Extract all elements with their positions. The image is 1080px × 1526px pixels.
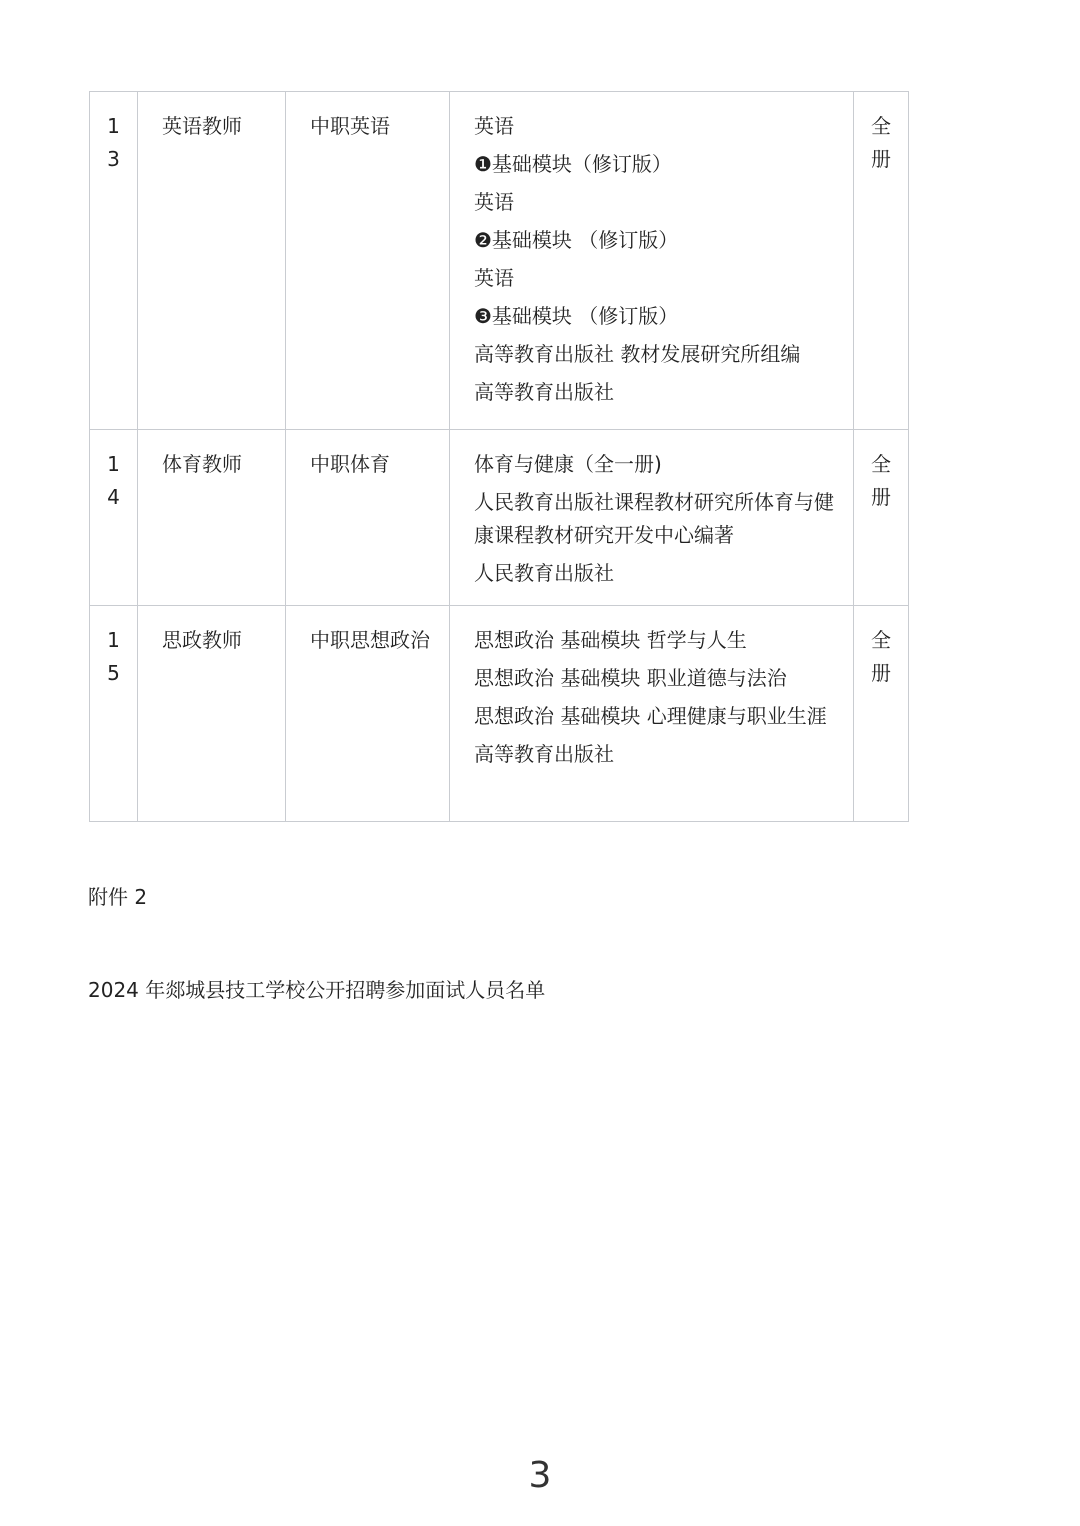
textbook-cell xyxy=(450,430,854,606)
subject-cell xyxy=(286,606,450,822)
textbook-cell xyxy=(450,92,854,430)
row-number: 14 xyxy=(107,452,120,509)
textbook-line: 体育与健康（全一册) xyxy=(474,452,662,476)
textbook-line: 人民教育出版社课程教材研究所体育与健康课程教材研究开发中心编著 xyxy=(474,490,834,547)
row-number-cell xyxy=(90,430,138,606)
textbook-line: 高等教育出版社 xyxy=(474,742,614,766)
textbook-table-container xyxy=(89,91,908,822)
textbook-line: 英语 xyxy=(474,266,514,290)
textbook-line: 思想政治 基础模块 心理健康与职业生涯 xyxy=(474,704,827,728)
volume-cell xyxy=(854,606,909,822)
subject-name: 中职体育 xyxy=(310,452,390,476)
attachment-label: 附件 2 xyxy=(88,885,148,909)
table-row xyxy=(90,430,909,606)
list-title: 2024 年郯城县技工学校公开招聘参加面试人员名单 xyxy=(88,978,546,1002)
subject-name: 中职英语 xyxy=(310,114,390,138)
volume-label: 全册 xyxy=(871,452,891,509)
row-number-cell xyxy=(90,92,138,430)
volume-cell xyxy=(854,92,909,430)
textbook-line: 思想政治 基础模块 职业道德与法治 xyxy=(474,666,787,690)
row-number: 15 xyxy=(107,628,120,685)
row-number: 13 xyxy=(107,114,120,171)
position-cell xyxy=(138,92,286,430)
textbook-cell xyxy=(450,606,854,822)
textbook-line: 高等教育出版社 xyxy=(474,380,614,404)
textbook-line: 高等教育出版社 教材发展研究所组编 xyxy=(474,342,801,366)
volume-label: 全册 xyxy=(871,628,891,685)
position-name: 思政教师 xyxy=(162,628,242,652)
textbook-line: 英语 xyxy=(474,114,514,138)
subject-cell xyxy=(286,430,450,606)
position-name: 体育教师 xyxy=(162,452,242,476)
textbook-line: ❶基础模块（修订版） xyxy=(474,152,672,176)
page-number: 3 xyxy=(528,1455,552,1496)
volume-cell xyxy=(854,430,909,606)
position-cell xyxy=(138,430,286,606)
textbook-line: 英语 xyxy=(474,190,514,214)
subject-cell xyxy=(286,92,450,430)
subject-name: 中职思想政治 xyxy=(310,628,430,652)
textbook-line: ❷基础模块 （修订版） xyxy=(474,228,679,252)
table-row xyxy=(90,92,909,430)
textbook-table xyxy=(89,91,909,822)
position-name: 英语教师 xyxy=(162,114,242,138)
row-number-cell xyxy=(90,606,138,822)
position-cell xyxy=(138,606,286,822)
textbook-line: 思想政治 基础模块 哲学与人生 xyxy=(474,628,747,652)
volume-label: 全册 xyxy=(871,114,891,171)
textbook-line: 人民教育出版社 xyxy=(474,561,614,585)
table-row xyxy=(90,606,909,822)
textbook-line: ❸基础模块 （修订版） xyxy=(474,304,679,328)
